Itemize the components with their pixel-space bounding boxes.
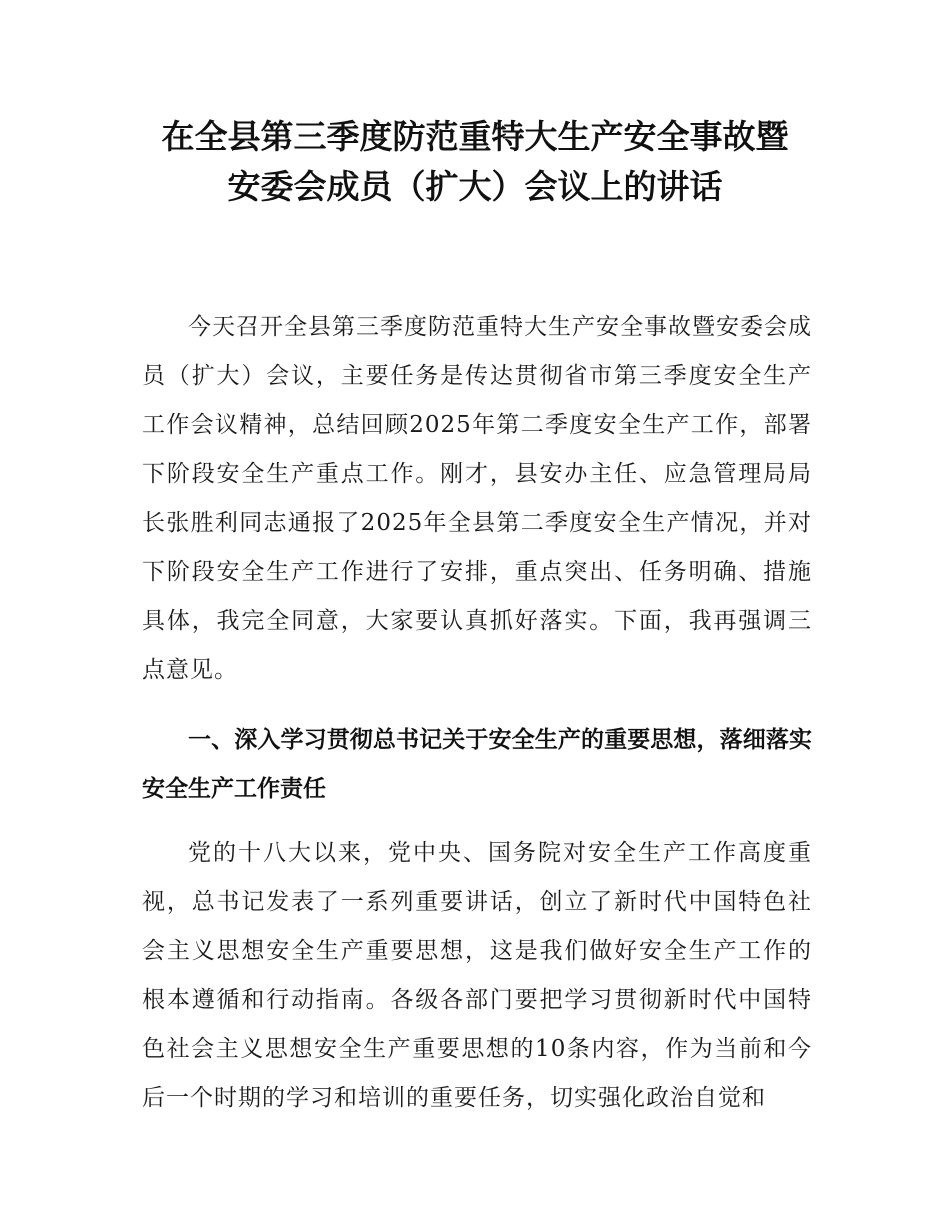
section-heading-1: 一、深入学习贯彻总书记关于安全生产的重要思想，落细落实安全生产工作责任 xyxy=(142,727,812,802)
title-line-2: 安委会成员（扩大）会议上的讲话 xyxy=(227,167,723,206)
intro-paragraph: 今天召开全县第三季度防范重特大生产安全事故暨安委会成员（扩大）会议，主要任务是传达贯彻省市第三季度安全生产工作会议精神，总结回顾2025年第二季度安全生产工作，部署下阶段安全生产重点工作。刚才，县安办主任、应急管理局局长张胜利同志通报了2025年全县第二季度安全生产情况，并对下阶段安全生产工作进行了安排，重点突出、任务明确、措施具体，我完全同意，大家要认真抓好落实。下面，我再强调三点意见。 xyxy=(142,314,812,683)
document-title xyxy=(0,112,950,212)
title-line-1: 在全县第三季度防范重特大生产安全事故暨 xyxy=(161,117,789,156)
section-1-paragraph: 党的十八大以来，党中央、国务院对安全生产工作高度重视，总书记发表了一系列重要讲话，创立了新时代中国特色社会主义思想安全生产重要思想，这是我们做好安全生产工作的根本遵循和行动指南。各级各部门要把学习贯彻新时代中国特色社会主义思想安全生产重要思想的10条内容，作为当前和今后一个时期的学习和培训的重要任务，切实强化政治自觉和 xyxy=(142,840,812,1111)
